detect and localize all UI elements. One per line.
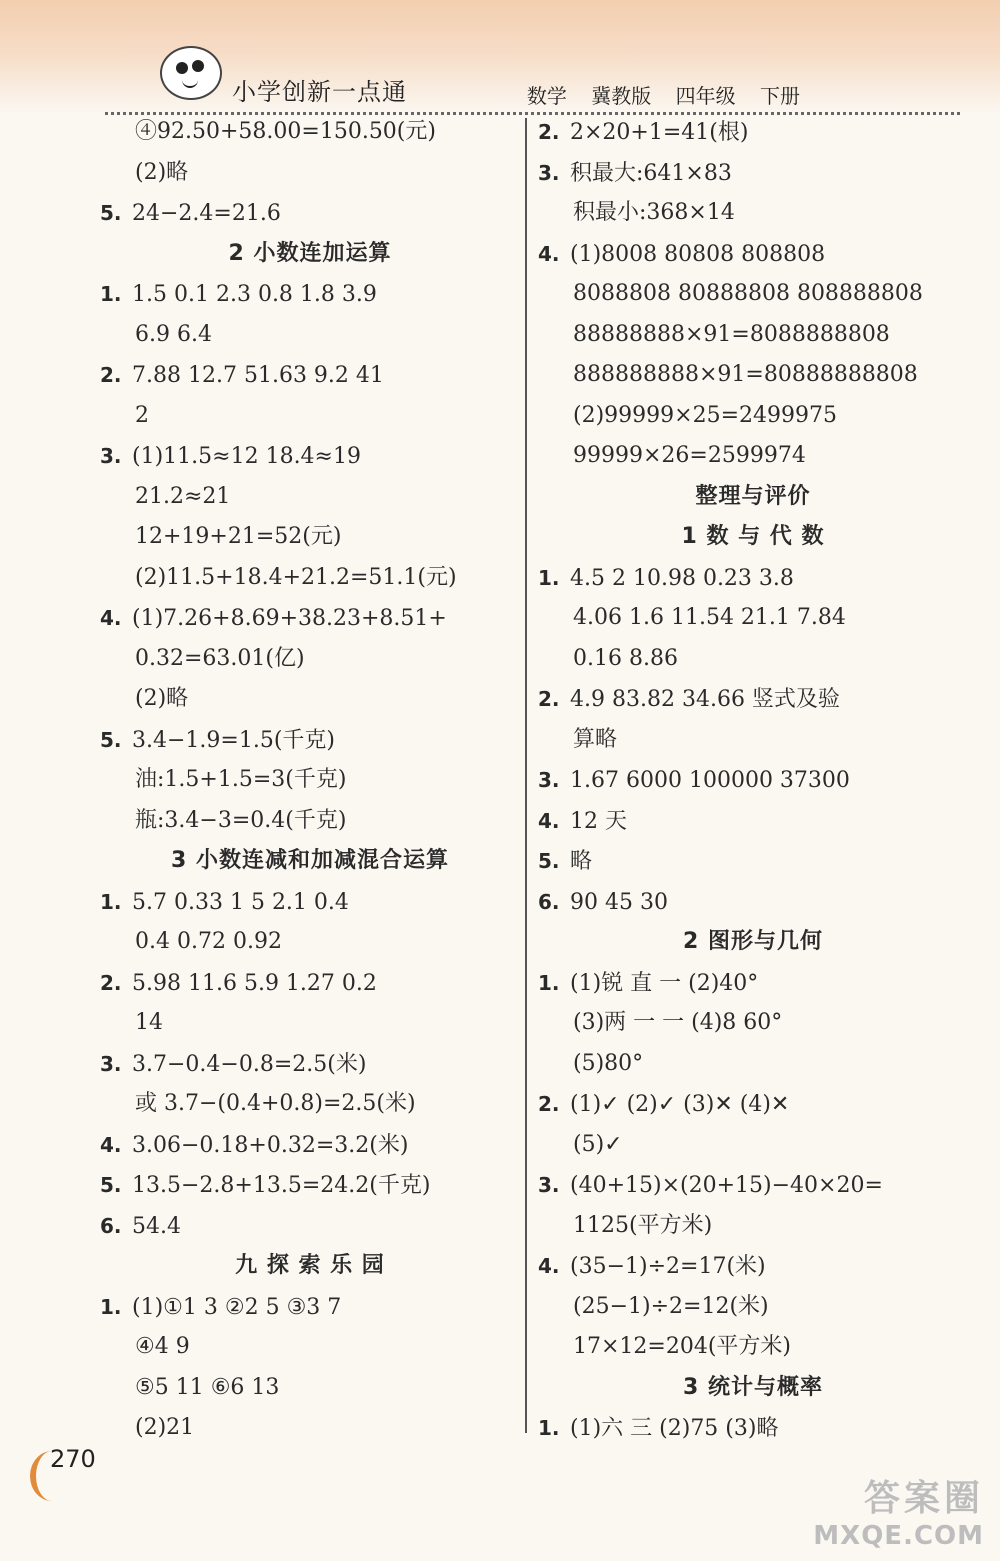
- question-number: 3.: [100, 444, 122, 468]
- answer-line: [100, 153, 520, 194]
- answer-text: 3.4−1.9=1.5(千克): [132, 727, 335, 753]
- answer-text: 6.9 6.4: [135, 321, 212, 347]
- question-number: 4.: [538, 241, 560, 266]
- answer-text: 1.67 6000 100000 37300: [570, 768, 850, 793]
- answer-text: 3.7−0.4−0.8=2.5(米): [132, 1051, 367, 1077]
- answer-text: (40+15)×(20+15)−40×20=: [570, 1173, 883, 1198]
- answer-line: [100, 1125, 520, 1166]
- answer-line: [538, 436, 968, 477]
- subject-label: 数学: [526, 84, 567, 108]
- answer-line: [100, 436, 520, 477]
- answer-line: [100, 193, 520, 234]
- answer-text: 7.88 12.7 51.63 9.2 41: [132, 363, 384, 388]
- section-heading: 九 探 索 乐 园: [235, 1253, 385, 1278]
- answer-text: 4.9 83.82 34.66 竖式及验: [570, 687, 840, 712]
- question-number: 3.: [538, 160, 560, 185]
- answer-text: 17×12=204(平方米): [573, 1334, 792, 1359]
- answer-text: 54.4: [132, 1213, 181, 1239]
- answer-text: (1)7.26+8.69+38.23+8.51+: [132, 606, 447, 631]
- question-number: 5.: [100, 201, 122, 225]
- answer-text: 瓶:3.4−3=0.4(千克): [135, 807, 347, 833]
- question-number: 2.: [538, 120, 560, 144]
- edition-label: 冀教版: [591, 84, 652, 108]
- answer-line: [538, 1287, 968, 1328]
- answer-line: [538, 1165, 968, 1206]
- answer-line: [100, 274, 520, 315]
- answer-line: [100, 882, 520, 923]
- question-number: 6.: [538, 889, 560, 914]
- page-number-block: [30, 1445, 100, 1505]
- answer-line: [538, 1327, 968, 1368]
- answer-text: (5)80°: [573, 1050, 644, 1076]
- answer-text: (1)11.5≈12 18.4≈19: [132, 444, 361, 469]
- answer-text: (25−1)÷2=12(米): [573, 1293, 769, 1319]
- question-number: 2.: [100, 970, 122, 995]
- answer-text: 1125(平方米): [573, 1212, 713, 1238]
- answer-line: [538, 315, 968, 356]
- answer-line: [538, 1206, 968, 1247]
- answer-text: 5.7 0.33 1 5 2.1 0.4: [132, 889, 349, 915]
- answer-line: [538, 193, 968, 234]
- answer-text: 算略: [573, 726, 618, 752]
- answer-line: [100, 112, 520, 153]
- answer-line: [538, 355, 968, 396]
- answer-text: (3)两 一 一 (4)8 60°: [573, 1010, 783, 1035]
- question-number: 3.: [538, 1173, 560, 1197]
- right-column: [538, 112, 968, 1449]
- answer-line: [538, 558, 968, 599]
- answer-line: [100, 1206, 520, 1247]
- question-number: 1.: [100, 282, 122, 306]
- answer-line: [100, 598, 520, 639]
- answer-line: [538, 760, 968, 801]
- section-heading: 3 小数连减和加减混合运算: [171, 848, 449, 873]
- answer-line: [538, 1408, 968, 1449]
- answer-text: (2)略: [135, 159, 189, 185]
- answer-text: 12+19+21=52(元): [135, 524, 342, 549]
- left-column: [100, 112, 520, 1449]
- answer-line: [538, 679, 968, 720]
- answer-line: [538, 720, 968, 761]
- answer-line: [100, 315, 520, 356]
- answer-text: 14: [135, 1010, 163, 1035]
- answer-text: 24−2.4=21.6: [132, 201, 281, 226]
- answer-text: (5)✓: [573, 1131, 623, 1157]
- answer-line: [100, 355, 520, 396]
- question-number: 2.: [538, 1092, 560, 1116]
- answer-text: (1)锐 直 一 (2)40°: [570, 970, 759, 996]
- answer-line: [100, 679, 520, 720]
- page-header: [0, 0, 1000, 115]
- answer-text: 12 天: [570, 808, 627, 834]
- answer-line: [100, 922, 520, 963]
- section-heading: 1 数 与 代 数: [681, 524, 825, 549]
- answer-line: [100, 1368, 520, 1409]
- answer-line: [100, 477, 520, 518]
- answer-text: 5.98 11.6 5.9 1.27 0.2: [132, 970, 377, 996]
- answer-line: [538, 801, 968, 842]
- answer-line: [100, 396, 520, 437]
- answer-line: [538, 396, 968, 437]
- answer-text: 21.2≈21: [135, 483, 231, 509]
- section-heading: 3 统计与概率: [683, 1374, 823, 1400]
- answer-text: (1)✓ (2)✓ (3)✕ (4)✕: [570, 1092, 790, 1117]
- answer-text: 88888888×91=8088888808: [573, 321, 890, 347]
- answer-text: (1)①1 3 ②2 5 ③3 7: [132, 1294, 342, 1320]
- answer-text: 0.32=63.01(亿): [135, 645, 305, 671]
- answer-text: 0.4 0.72 0.92: [135, 929, 282, 954]
- answer-line: [538, 234, 968, 275]
- answer-line: [100, 720, 520, 761]
- answer-line: [100, 1327, 520, 1368]
- answer-line: [100, 1408, 520, 1449]
- answer-line: [100, 1165, 520, 1206]
- answer-text: (1)8008 80808 808808: [570, 241, 826, 267]
- answer-text: 积最小:368×14: [573, 200, 735, 225]
- answer-line: [100, 558, 520, 599]
- answer-text: (1)六 三 (2)75 (3)略: [570, 1416, 779, 1441]
- answer-text: 或 3.7−(0.4+0.8)=2.5(米): [135, 1091, 416, 1116]
- answer-text: 油:1.5+1.5=3(千克): [135, 767, 347, 792]
- question-number: 1.: [538, 565, 560, 590]
- question-number: 4.: [100, 1132, 122, 1157]
- page-number: 270: [50, 1445, 96, 1473]
- answer-line: [538, 1084, 968, 1125]
- question-number: 2.: [100, 363, 122, 387]
- answer-text: (2)略: [135, 686, 189, 711]
- subject-info: [509, 80, 800, 109]
- answer-text: 3.06−0.18+0.32=3.2(米): [132, 1132, 409, 1158]
- volume-label: 下册: [760, 84, 800, 108]
- question-number: 1.: [100, 889, 122, 914]
- answer-line: [100, 801, 520, 842]
- answer-line: [100, 1003, 520, 1044]
- answer-text: 4.06 1.6 11.54 21.1 7.84: [573, 605, 846, 630]
- answer-line: [538, 1246, 968, 1287]
- question-number: 4.: [538, 808, 560, 833]
- section-heading: 整理与评价: [695, 483, 811, 509]
- answer-text: 90 45 30: [570, 889, 668, 915]
- answer-text: 99999×26=2599974: [573, 443, 806, 468]
- answer-text: (35−1)÷2=17(米): [570, 1254, 766, 1279]
- section-heading: 2 小数连加运算: [228, 240, 392, 266]
- answer-text: 13.5−2.8+13.5=24.2(千克): [132, 1173, 431, 1198]
- answer-text: (2)21: [135, 1415, 195, 1440]
- answer-line: [538, 841, 968, 882]
- answer-line: [538, 274, 968, 315]
- answer-text: 4.5 2 10.98 0.23 3.8: [570, 565, 794, 591]
- answer-line: [538, 963, 968, 1004]
- answer-text: 2: [135, 402, 149, 428]
- answer-line: [538, 882, 968, 923]
- watermark: [813, 1470, 984, 1551]
- answer-line: [100, 1287, 520, 1328]
- answer-line: [538, 1003, 968, 1044]
- panda-logo-icon: [160, 46, 222, 100]
- answer-line: [538, 598, 968, 639]
- answer-text: (2)99999×25=2499975: [573, 402, 837, 428]
- answer-line: [100, 760, 520, 801]
- answer-text: 8088808 80888808 808888808: [573, 281, 923, 306]
- question-number: 5.: [538, 849, 560, 873]
- answer-text: ④92.50+58.00=150.50(元): [135, 119, 436, 144]
- question-number: 2.: [538, 687, 560, 711]
- answer-line: [538, 639, 968, 680]
- question-number: 3.: [538, 768, 560, 792]
- question-number: 1.: [538, 1416, 560, 1440]
- answer-line: [100, 1084, 520, 1125]
- answer-text: (2)11.5+18.4+21.2=51.1(元): [135, 564, 457, 590]
- answer-text: 略: [570, 849, 593, 874]
- answer-line: [538, 1125, 968, 1166]
- answer-text: ④4 9: [135, 1334, 190, 1359]
- question-number: 1.: [100, 1294, 122, 1319]
- question-number: 4.: [100, 606, 122, 630]
- answer-text: 1.5 0.1 2.3 0.8 1.8 3.9: [132, 282, 377, 307]
- answer-line: [100, 963, 520, 1004]
- question-number: 6.: [100, 1213, 122, 1238]
- answer-line: [538, 1044, 968, 1085]
- watermark-logo-text: 答案圈: [863, 1478, 984, 1519]
- answer-text: ⑤5 11 ⑥6 13: [135, 1374, 280, 1400]
- question-number: 4.: [538, 1254, 560, 1278]
- watermark-url: MXQE.COM: [813, 1521, 984, 1551]
- answer-text: 2×20+1=41(根): [570, 120, 749, 145]
- answer-line: [538, 153, 968, 194]
- grade-label: 四年级: [675, 84, 736, 108]
- question-number: 5.: [100, 1173, 122, 1197]
- question-number: 3.: [100, 1051, 122, 1076]
- column-divider: [525, 118, 527, 1433]
- answer-line: [538, 112, 968, 153]
- answer-line: [100, 639, 520, 680]
- question-number: 5.: [100, 727, 122, 752]
- answer-text: 888888888×91=80888888808: [573, 362, 918, 387]
- question-number: 1.: [538, 970, 560, 995]
- answer-line: [100, 1044, 520, 1085]
- series-title: 小学创新一点通: [232, 78, 407, 106]
- answer-text: 0.16 8.86: [573, 645, 678, 671]
- answer-line: [100, 517, 520, 558]
- answer-text: 积最大:641×83: [570, 160, 732, 186]
- section-heading: 2 图形与几何: [683, 929, 823, 954]
